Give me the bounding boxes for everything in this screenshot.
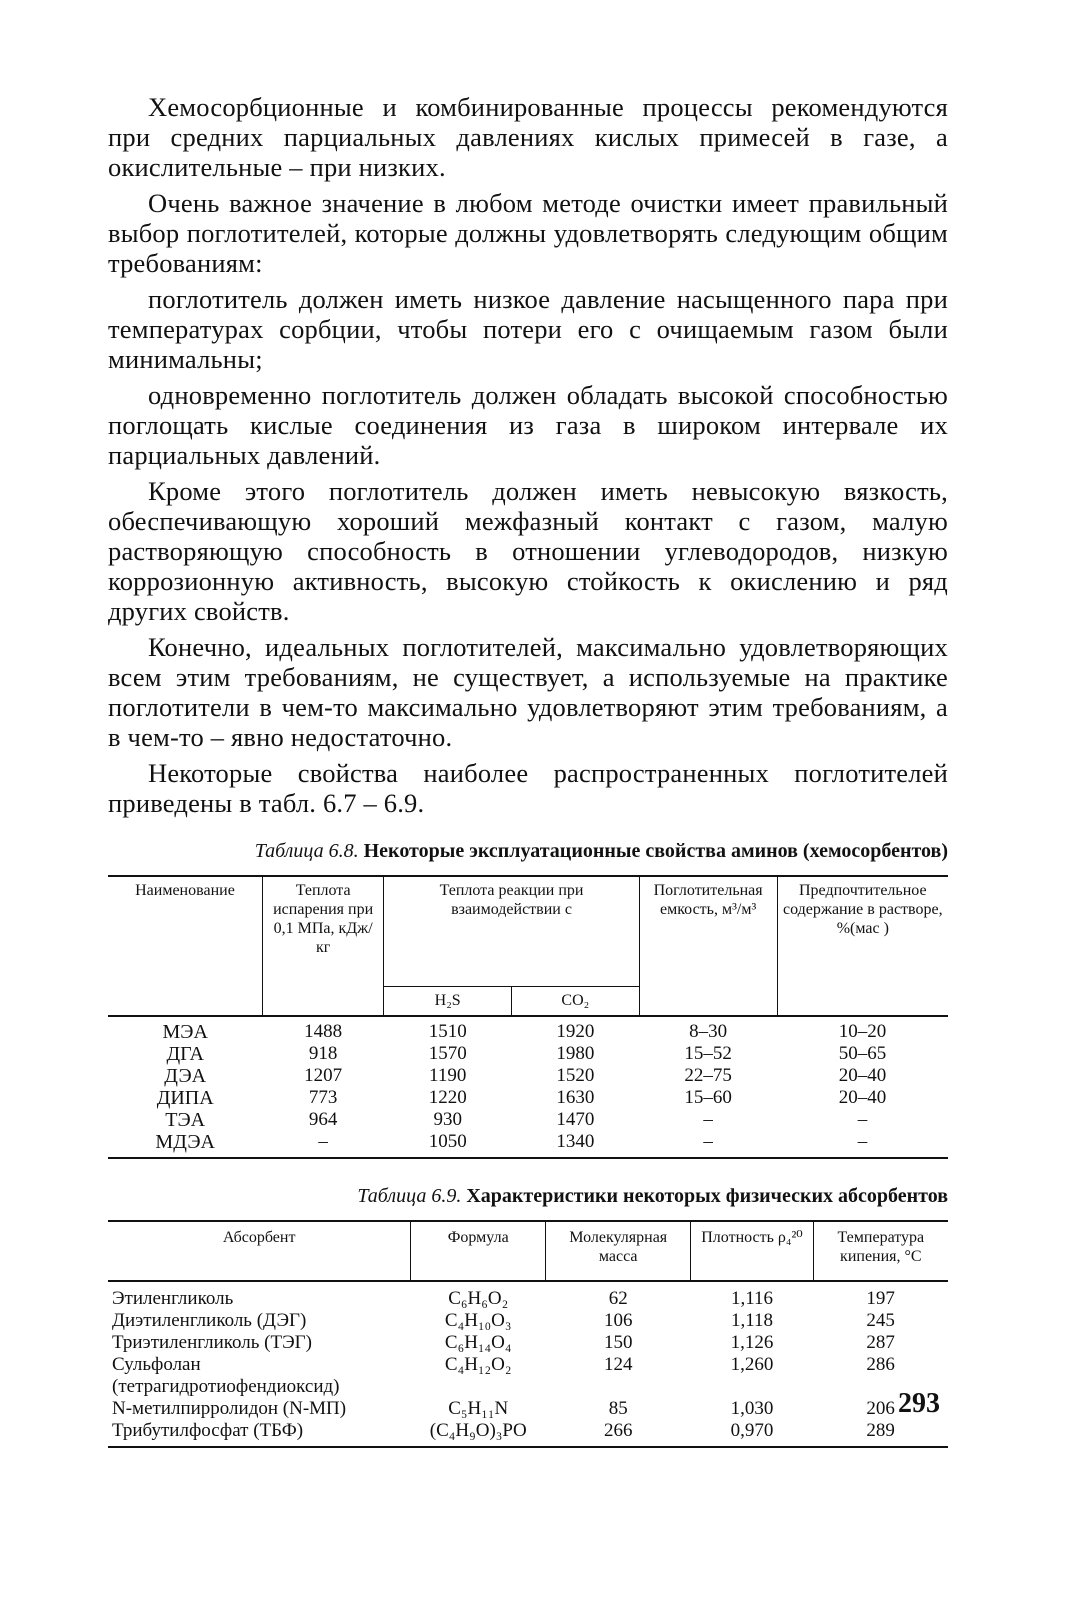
cell-boil: 197	[866, 1287, 895, 1309]
header-name: Наименование	[108, 876, 262, 1016]
cell-absorbent: Трибутилфосфат (ТБФ)	[108, 1420, 411, 1447]
page-number: 293	[898, 1388, 940, 1419]
cell-absorbent: Этиленгликоль	[112, 1287, 234, 1309]
cell-boil: 245	[866, 1309, 895, 1331]
table-row	[108, 1109, 948, 1131]
page-content	[108, 92, 948, 1448]
cell-capacity: 15–52	[684, 1042, 732, 1064]
cell-h2s: 930	[433, 1108, 462, 1130]
caption-label: Таблица 6.8.	[254, 840, 359, 862]
cell-evap: 964	[308, 1108, 338, 1130]
table-6-9-caption	[108, 1185, 948, 1208]
cell-density: 1,030	[730, 1397, 774, 1419]
cell-formula: C₆H₆O₂	[448, 1287, 509, 1309]
cell-content: 20–40	[838, 1086, 887, 1108]
cell-h2s: 1510	[428, 1020, 467, 1042]
caption-label: Таблица 6.9.	[357, 1184, 462, 1207]
cell-boil: 287	[866, 1331, 895, 1353]
cell-absorbent: N-метилпирролидон (N-МП)	[112, 1397, 347, 1419]
table-row	[108, 1016, 948, 1043]
header-content: Предпочтительное содержание в растворе, %(мас )	[777, 876, 948, 1016]
table-6-8	[108, 875, 948, 1159]
cell-capacity: –	[703, 1108, 713, 1130]
header-density: Плотность ρ₄²⁰	[691, 1221, 813, 1281]
cell-evap: 1207	[304, 1064, 343, 1086]
paragraph: Некоторые свойства наиболее распространенных поглотителей приведены в табл. 6.7 – 6.9.	[108, 758, 948, 818]
cell-formula: C₆H₁₄O₄	[444, 1331, 512, 1353]
cell-name: ДГА	[166, 1042, 204, 1065]
cell-capacity: 15–60	[684, 1086, 732, 1108]
cell-h2s: 1220	[428, 1086, 467, 1108]
cell-density: 1,118	[730, 1309, 773, 1331]
table-row	[108, 1398, 948, 1420]
cell-formula: (C₄H₉O)₃PO	[411, 1420, 546, 1447]
cell-mass: 266	[546, 1420, 691, 1447]
header-capacity: Поглотительная емкость, м³/м³	[639, 876, 777, 1016]
cell-content: 10–20	[838, 1020, 887, 1042]
cell-mass: 106	[603, 1309, 633, 1331]
cell-density: 1,126	[730, 1331, 774, 1353]
paragraph: Кроме этого поглотитель должен иметь невысокую вязкость, обеспечивающую хороший межфазный контакт с газом, малую растворяющую способность в отношении углеводородов, низкую коррозионную активность, высокую стойкость к окислению и ряд других свойств.	[108, 476, 948, 626]
cell-boil: 206	[866, 1397, 895, 1419]
table-row	[108, 1420, 948, 1447]
table-row	[108, 1332, 948, 1354]
cell-capacity: –	[639, 1131, 777, 1158]
cell-name: ДИПА	[156, 1086, 214, 1109]
table-row	[108, 1310, 948, 1332]
header-co2: CO₂	[512, 986, 640, 1016]
cell-co2: 1630	[556, 1086, 595, 1108]
cell-capacity: 22–75	[684, 1064, 732, 1086]
caption-title: Характеристики некоторых физических абсорбентов	[466, 1184, 948, 1207]
cell-name: ДЭА	[164, 1064, 207, 1087]
caption-title: Некоторые эксплуатационные свойства аминов (хемосорбентов)	[363, 840, 948, 862]
paragraph: одновременно поглотитель должен обладать высокой способностью поглощать кислые соединения из газа в широком интервале их парциальных давлений.	[108, 380, 948, 470]
cell-evap: 1488	[304, 1020, 343, 1042]
table-row	[108, 1087, 948, 1109]
cell-formula: C₄H₁₀O₃	[444, 1309, 512, 1331]
header-formula: Формула	[411, 1221, 546, 1281]
cell-name: МЭА	[162, 1020, 208, 1043]
cell-formula: C₄H₁₂O₂	[444, 1353, 512, 1375]
table-row	[108, 1043, 948, 1065]
header-absorbent: Абсорбент	[108, 1221, 411, 1281]
cell-content: 20–40	[838, 1064, 887, 1086]
cell-content: –	[777, 1131, 948, 1158]
cell-content: –	[857, 1108, 868, 1130]
table-row	[108, 1065, 948, 1087]
cell-co2: 1340	[512, 1131, 640, 1158]
paragraph: Хемосорбционные и комбинированные процессы рекомендуются при средних парциальных давлениях кислых примесей в газе, а окислительные – при низких.	[108, 92, 948, 182]
cell-density: 1,260	[730, 1353, 774, 1375]
table-6-8-caption	[108, 840, 948, 863]
header-h2s: H₂S	[384, 986, 512, 1016]
cell-content: 50–65	[838, 1042, 887, 1064]
cell-evap: –	[262, 1131, 383, 1158]
header-mass: Молекулярная масса	[546, 1221, 691, 1281]
cell-absorbent: Триэтиленгликоль (ТЭГ)	[112, 1331, 312, 1353]
cell-boil: 286	[866, 1353, 895, 1375]
cell-formula: C₅H₁₁N	[448, 1397, 509, 1419]
cell-mass: 150	[603, 1331, 633, 1353]
cell-h2s: 1570	[428, 1042, 467, 1064]
cell-capacity: 8–30	[689, 1020, 728, 1042]
cell-co2: 1470	[556, 1108, 595, 1130]
cell-co2: 1980	[556, 1042, 595, 1064]
cell-density: 1,116	[730, 1287, 773, 1309]
cell-mass: 124	[603, 1353, 633, 1375]
header-boil: Температура кипения, °С	[813, 1221, 948, 1281]
cell-co2: 1520	[556, 1064, 595, 1086]
cell-name: МДЭА	[108, 1131, 262, 1158]
cell-boil: 289	[813, 1420, 948, 1447]
cell-h2s: 1050	[384, 1131, 512, 1158]
table-6-9	[108, 1220, 948, 1448]
cell-mass: 85	[608, 1397, 628, 1419]
table-row	[108, 1354, 948, 1398]
cell-density: 0,970	[691, 1420, 813, 1447]
cell-co2: 1920	[556, 1020, 595, 1042]
table-row	[108, 1281, 948, 1310]
header-heat-react: Теплота реакции при взаимодействии с	[384, 876, 639, 986]
cell-evap: 773	[308, 1086, 338, 1108]
paragraph: поглотитель должен иметь низкое давление насыщенного пара при температурах сорбции, чтобы потери его с очищаемым газом были минимальны;	[108, 284, 948, 374]
paragraph: Очень важное значение в любом методе очистки имеет правильный выбор поглотителей, которые должны удовлетворять следующим общим требованиям:	[108, 188, 948, 278]
cell-evap: 918	[308, 1042, 338, 1064]
paragraph: Конечно, идеальных поглотителей, максимально удовлетворяющих всем этим требованиям, не существует, а используемые на практике поглотители в чем-то максимально удовлетворяют этим требованиям, а в чем-то – явно недостаточно.	[108, 632, 948, 752]
cell-absorbent: Диэтиленгликоль (ДЭГ)	[112, 1309, 307, 1331]
cell-h2s: 1190	[429, 1064, 467, 1086]
cell-absorbent: Сульфолан (тетрагидротиофендиоксид)	[112, 1353, 340, 1397]
cell-mass: 62	[608, 1287, 628, 1309]
cell-name: ТЭА	[165, 1108, 206, 1131]
header-heat-evap: Теплота испарения при 0,1 МПа, кДж/кг	[262, 876, 383, 1016]
table-row	[108, 1131, 948, 1158]
